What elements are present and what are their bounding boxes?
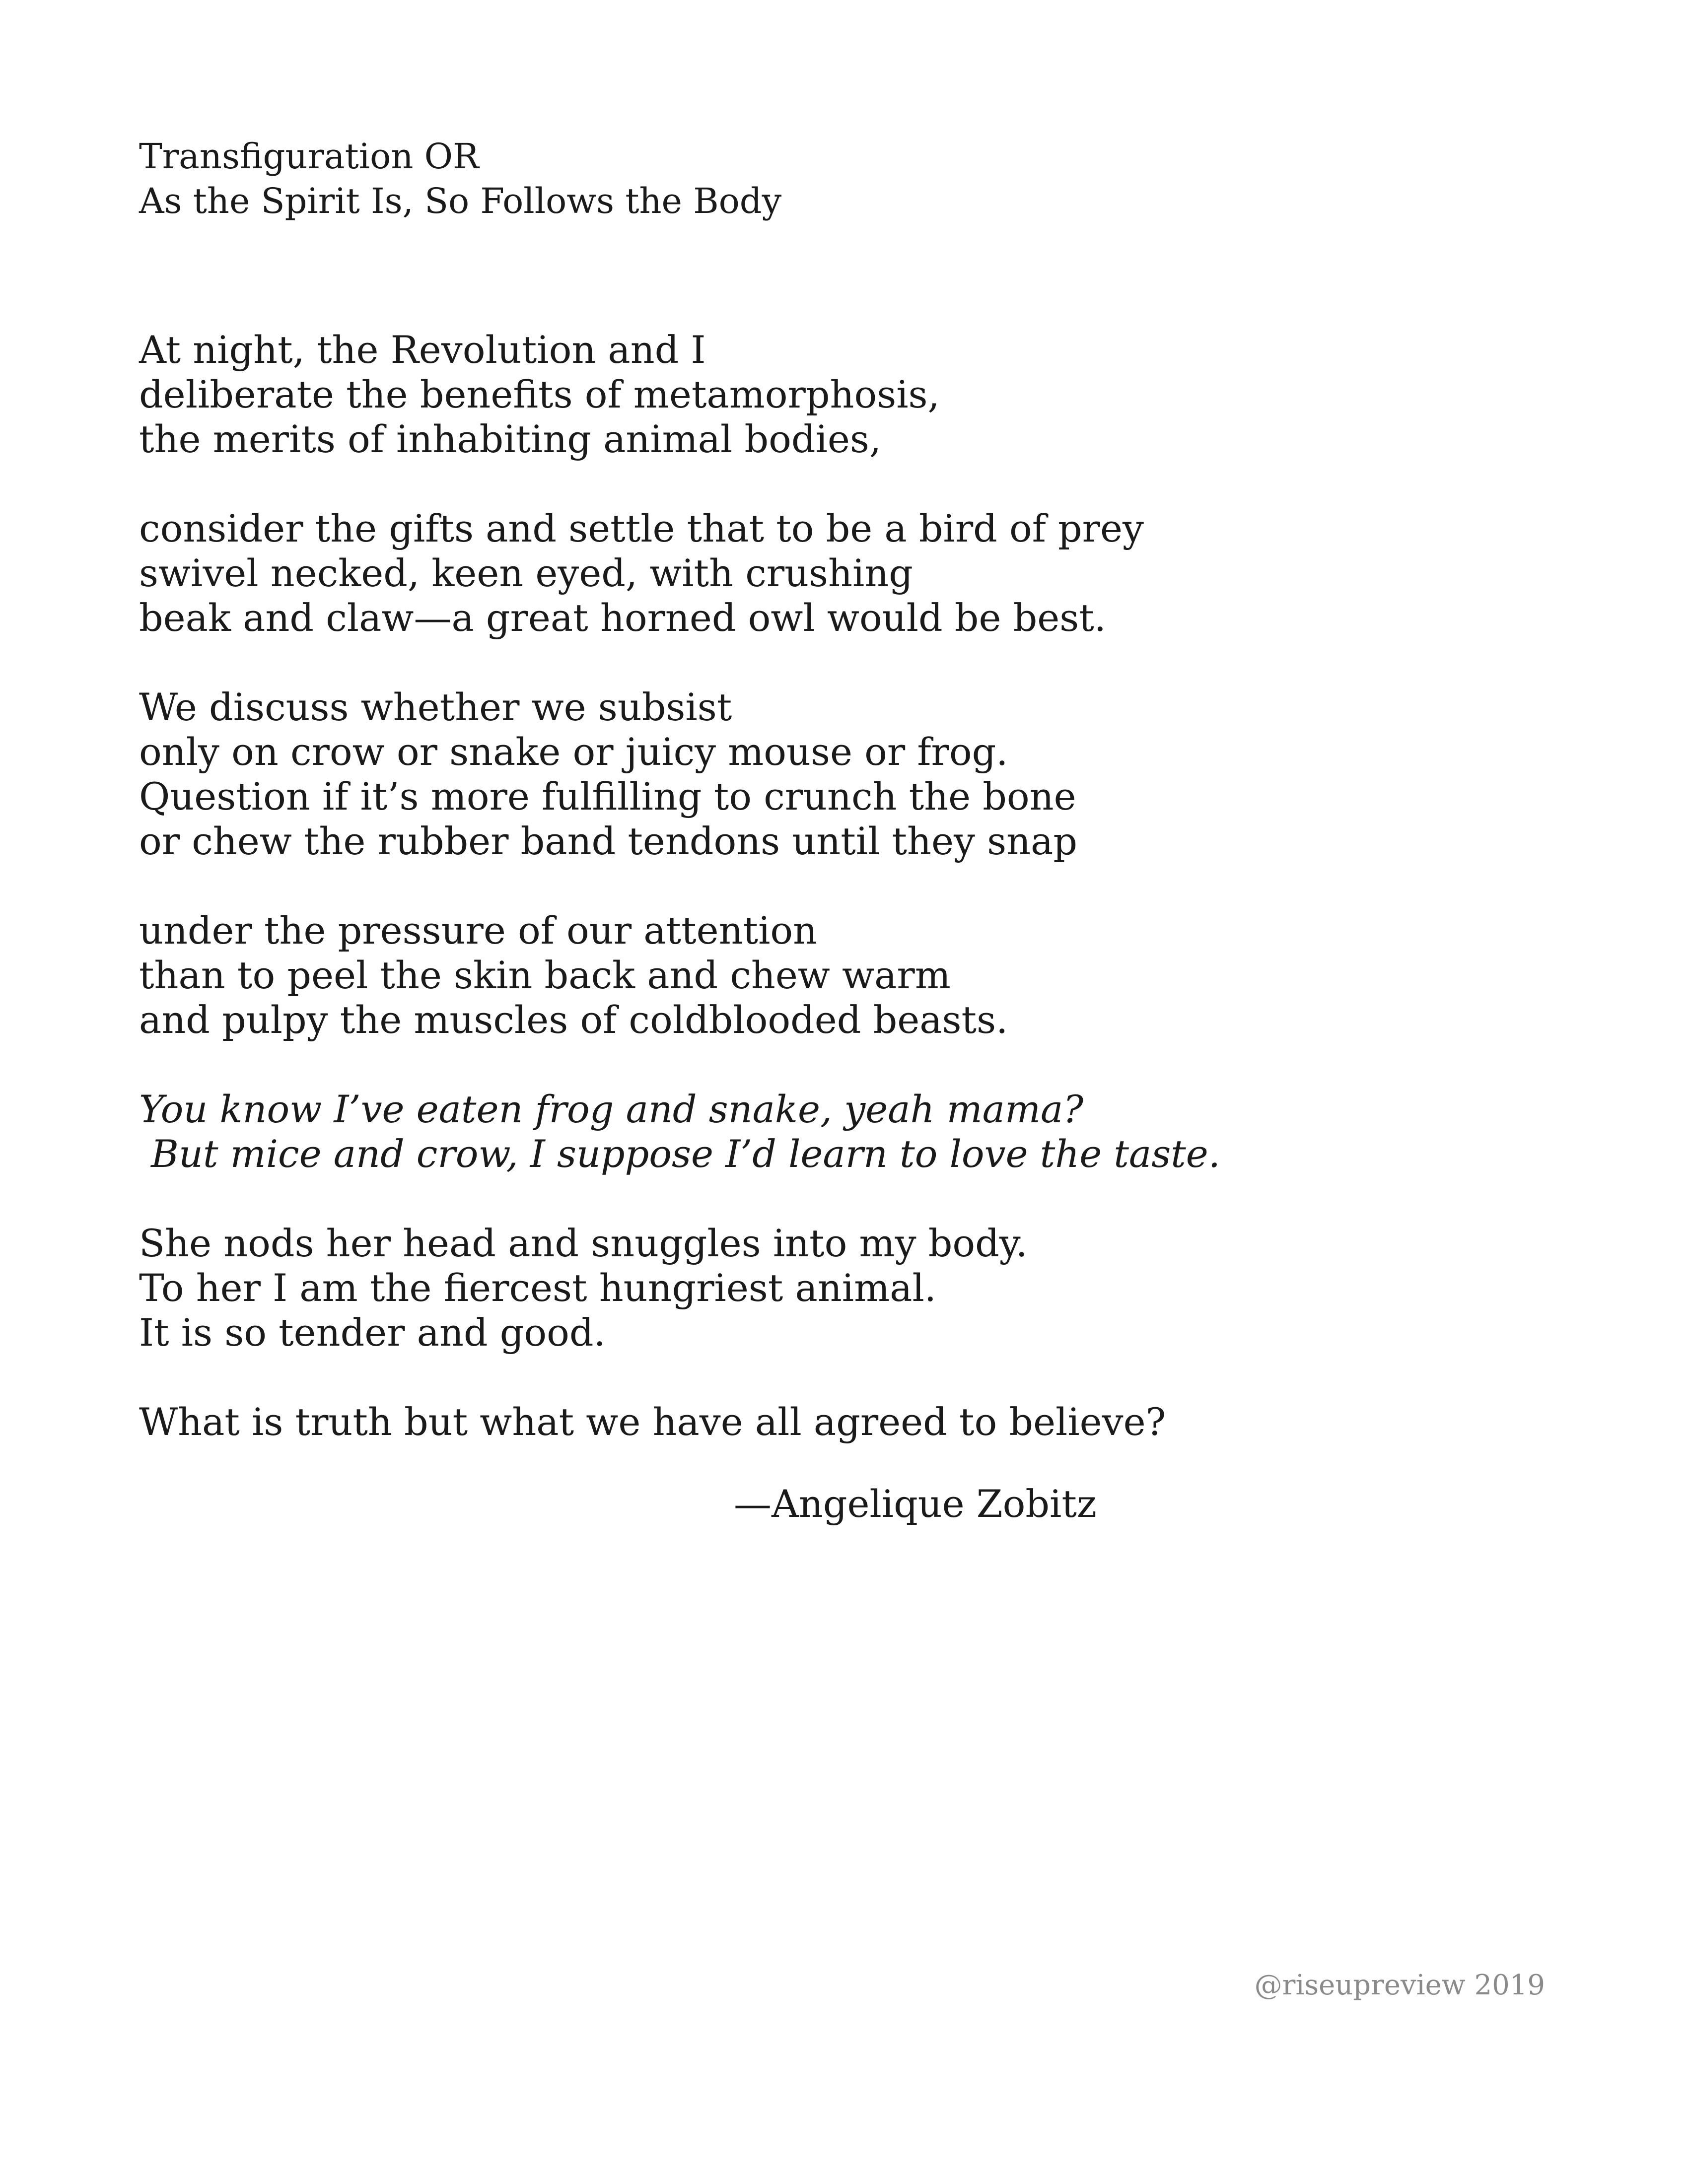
poem-line: What is truth but what we have all agreed to believe? [139, 1400, 1166, 1444]
poem-line: To her I am the fiercest hungriest animal. [139, 1266, 936, 1310]
stanza-break [139, 864, 1220, 908]
poem-line: consider the gifts and settle that to be a bird of prey [139, 506, 1144, 550]
stanza-6 [139, 1221, 1220, 1355]
stanza-7 [139, 1400, 1220, 1444]
poem-title [139, 134, 781, 223]
poem-line: It is so tender and good. [139, 1310, 606, 1355]
poem-line: under the pressure of our attention [139, 908, 818, 953]
stanza-5-dialogue [139, 1087, 1220, 1176]
poem-body [139, 328, 1220, 1444]
poem-line: At night, the Revolution and I [139, 328, 706, 372]
stanza-break [139, 1176, 1220, 1221]
title-line-1: Transfiguration OR [139, 136, 479, 177]
poem-line: than to peel the skin back and chew warm [139, 953, 951, 997]
poem-line-italic: You know I’ve eaten frog and snake, yeah mama? [139, 1087, 1084, 1131]
poem-line: Question if it’s more fulfilling to crunch the bone [139, 774, 1076, 819]
stanza-break [139, 640, 1220, 685]
stanza-break [139, 1355, 1220, 1400]
copyright-notice: @riseupreview 2019 [1254, 1969, 1545, 2001]
poem-line-italic: But mice and crow, I suppose I’d learn to love the taste. [139, 1132, 1220, 1176]
stanza-break [139, 1042, 1220, 1087]
title-line-2: As the Spirit Is, So Follows the Body [139, 181, 782, 221]
stanza-4 [139, 908, 1220, 1042]
poem-line: or chew the rubber band tendons until they snap [139, 819, 1077, 863]
author-signature: —Angelique Zobitz [734, 1482, 1097, 1526]
poem-line: only on crow or snake or juicy mouse or frog. [139, 730, 1008, 774]
poem-line: We discuss whether we subsist [139, 685, 732, 729]
poem-line: swivel necked, keen eyed, with crushing [139, 551, 913, 595]
stanza-break [139, 462, 1220, 506]
poem-line: deliberate the benefits of metamorphosis, [139, 372, 940, 416]
poem-line: She nods her head and snuggles into my body. [139, 1221, 1028, 1265]
poem-line: and pulpy the muscles of coldblooded beasts. [139, 998, 1008, 1042]
stanza-3 [139, 685, 1220, 864]
poem-line: beak and claw—a great horned owl would be best. [139, 596, 1106, 640]
stanza-1 [139, 328, 1220, 462]
stanza-2 [139, 506, 1220, 640]
poem-line: the merits of inhabiting animal bodies, [139, 417, 882, 461]
